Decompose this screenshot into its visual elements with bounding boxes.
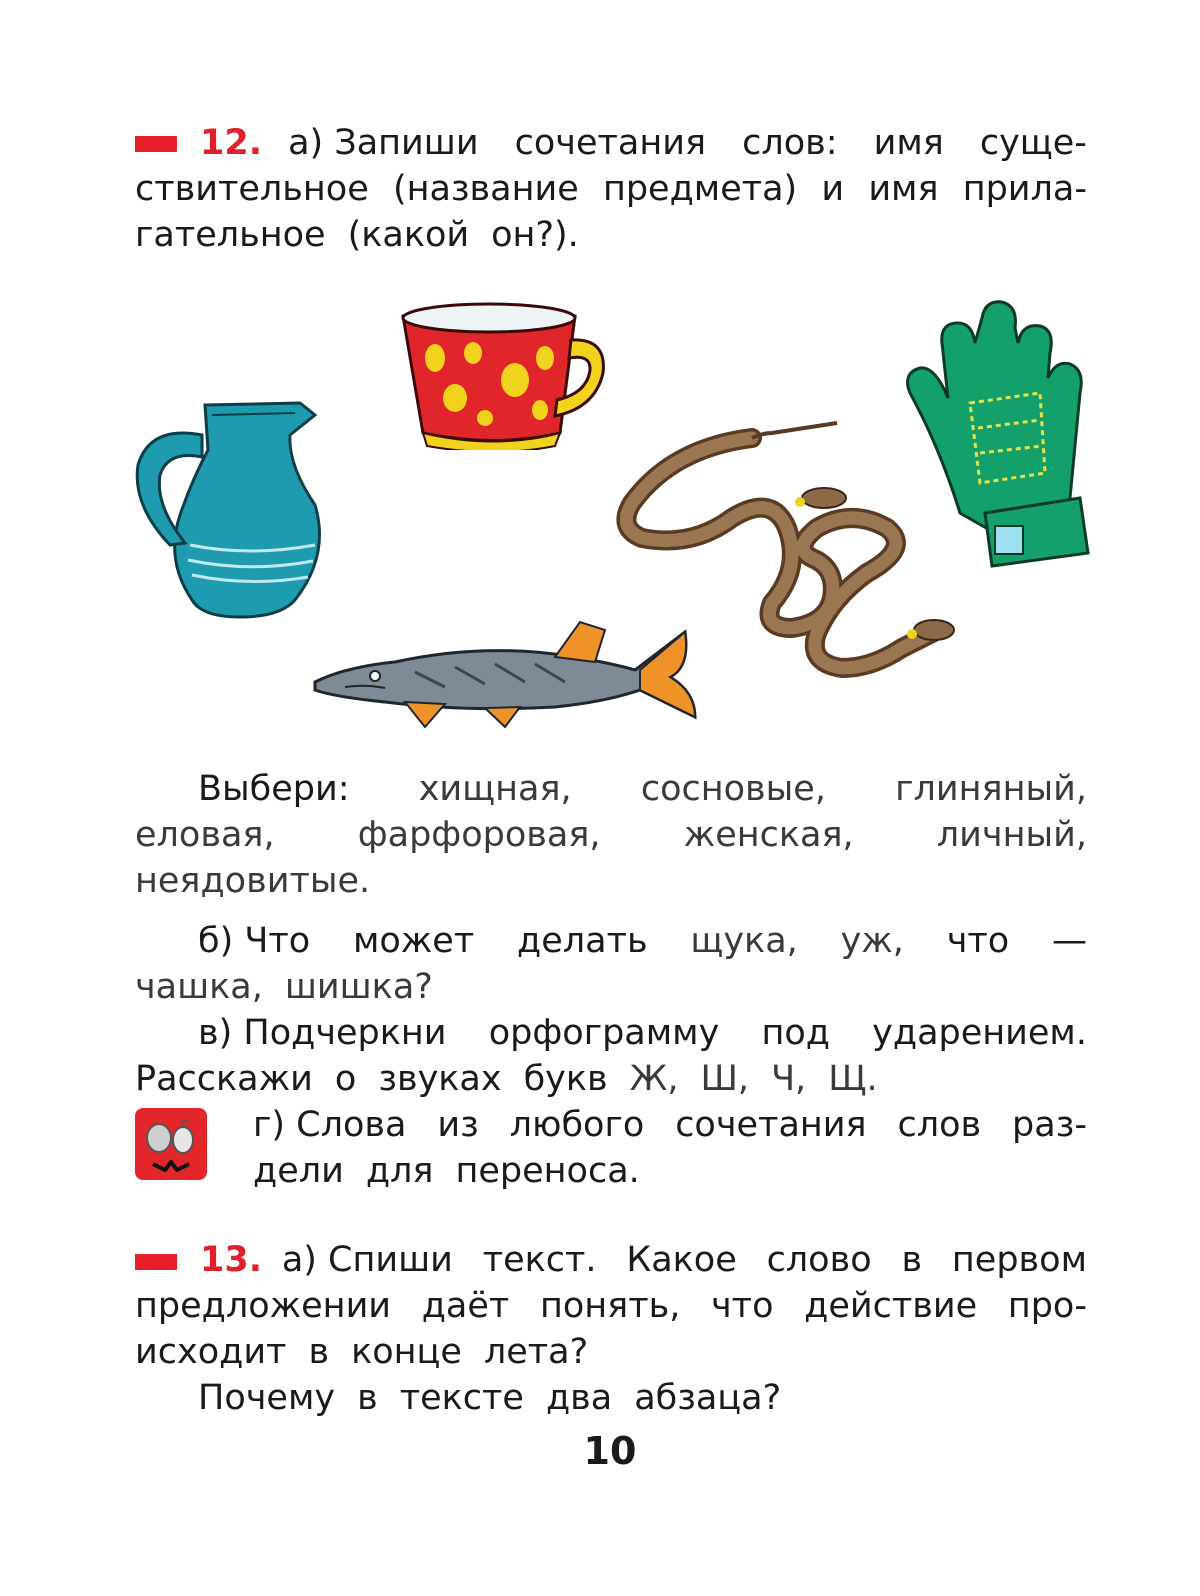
ex13-line-4: Почему в тексте два абзаца? <box>198 1378 782 1418</box>
v-line-2: Расскажи о звуках букв Ж, Ш, Ч, Щ. <box>135 1059 878 1099</box>
ex13-line-2: предложении даёт понять, что действие про- <box>135 1286 1087 1326</box>
exercise-marker <box>135 1254 177 1270</box>
exercise-marker <box>135 136 177 152</box>
cup-icon <box>395 298 610 450</box>
choose-line-2: еловая, фарфоровая, женская, личный, <box>135 815 1087 855</box>
hyphenation-icon <box>135 1108 207 1180</box>
exercise-number: 12. <box>200 123 263 163</box>
v-line-1: в) Подчеркни орфограмму под ударением. <box>198 1013 1087 1053</box>
b-line-1: б) Что может делать щука, уж, что — <box>198 921 1087 961</box>
exercise-number: 13. <box>200 1240 263 1280</box>
ex12-line-1: 12. а) Запиши сочетания слов: имя суще- <box>200 120 1087 166</box>
ex12-line-3: гательное (какой он?). <box>135 215 579 255</box>
g-line-2: дели для переноса. <box>253 1151 640 1191</box>
jug-icon <box>130 395 330 625</box>
choose-line-3: неядовитые. <box>135 861 371 901</box>
ex13-line-1: 13. а) Спиши текст. Какое слово в первом <box>200 1237 1087 1283</box>
b-line-2: чашка, шишка? <box>135 967 433 1007</box>
g-line-1: г) Слова из любого сочетания слов раз- <box>253 1105 1087 1145</box>
ex13-line-3: исходит в конце лета? <box>135 1332 589 1372</box>
page-number: 10 <box>583 1429 637 1473</box>
choose-line-1: Выбери: хищная, сосновые, глиняный, <box>198 769 1087 809</box>
ex12-line-2: ствительное (название предмета) и имя прила- <box>135 169 1087 209</box>
pike-icon <box>305 612 700 732</box>
